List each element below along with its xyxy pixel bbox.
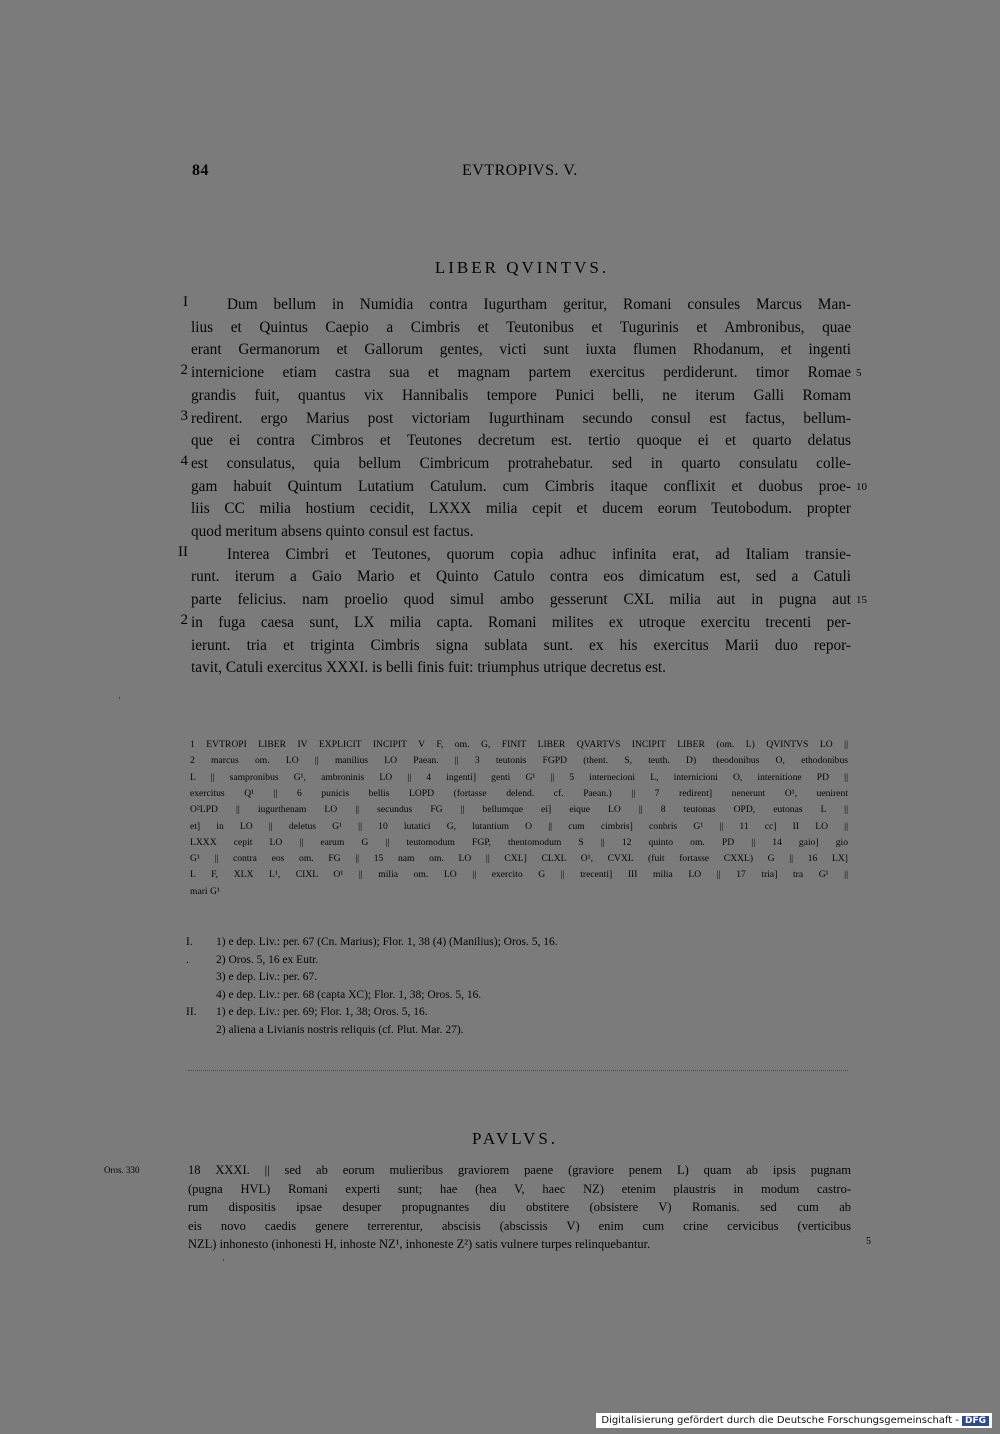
apparatus-line: L F, XLX L¹, CIXL O¹ || milia om. LO || exercito G || trecenti] III milia LO || 17 tria] tra G¹ || <box>190 869 848 881</box>
source-text: 3) e dep. Liv.: per. 67. <box>216 971 318 983</box>
line-number: 15 <box>856 594 867 607</box>
apparatus-line: mari G¹ <box>190 885 220 897</box>
text-line: tavit, Catuli exercitus XXXI. is belli finis fuit: triumphus utrique decretus est. <box>191 659 666 677</box>
dfg-logo: DFG <box>962 1416 989 1426</box>
paulus-line: 18 XXXI. || sed ab eorum mulieribus graviorem paene (graviore penem L) quam ab ipsis pugnam <box>188 1163 851 1177</box>
page-number: 84 <box>192 162 209 179</box>
apparatus-line: LXXX cepit LO || earum G || teutomodum FGP, thentomodum S || 12 quinto om. PD || 14 gaio] gio <box>190 836 848 848</box>
source-text: 2) Oros. 5, 16 ex Eutr. <box>216 953 319 966</box>
text-line: lius et Quintus Caepio a Cimbris et Teutonibus et Tugurinis et Ambronibus, quae <box>191 318 851 336</box>
line-number: 5 <box>866 1236 871 1247</box>
text-line: grandis fuit, quantus vix Hannibalis tempore Punici belli, ne iterum Galli Romam <box>191 386 851 404</box>
section-number: 4 <box>180 452 188 469</box>
line-number: 5 <box>856 367 862 380</box>
text-line: internicione etiam castra sua et magnam partem exercitus perdiderunt. timor Romae <box>191 364 851 382</box>
text-line: ierunt. tria et triginta Cimbris signa sublata sunt. ex his exercitus Marii duo repor- <box>191 636 851 654</box>
source-note <box>186 969 558 987</box>
text-line: in fuga caesa sunt, LX milia capta. Romani milites ex utroque exercitu trecenti per- <box>191 613 851 631</box>
source-note <box>186 1004 558 1022</box>
apparatus-line: 1 EVTROPI LIBER IV EXPLICIT INCIPIT V F, om. G, FINIT LIBER QVARTVS INCIPIT LIBER (om. L) QVINTVS LO || <box>190 739 848 750</box>
text-line: parte felicius. nam proelio quod simul ambo gesserunt CXL milia aut in pugna aut <box>191 591 851 609</box>
source-note <box>186 952 558 970</box>
footer-text: Digitalisierung gefördert durch die Deutsche Forschungsgemeinschaft - <box>601 1415 959 1426</box>
text-line: Dum bellum in Numidia contra Iugurtham geritur, Romani consules Marcus Man- <box>227 296 851 313</box>
source-text: 1) e dep. Liv.: per. 67 (Cn. Marius); Flor. 1, 38 (4) (Manilius); Oros. 5, 16. <box>216 936 558 948</box>
paulus-line: eis novo caedis genere terrerentur, abscisis (abscissis V) enim cum crine cervicibus (verticibus <box>188 1218 851 1233</box>
text-line: gam habuit Quintum Lutatium Catulum. cum Cimbris itaque conflixit et duobus proe- <box>191 477 851 495</box>
section-number: II <box>178 543 188 560</box>
paulus-line: rum dispositis ipsae desuper propugnantes diu obstitere (obsistere V) Romanis. sed cum ab <box>188 1200 851 1215</box>
apparatus-line: 2 marcus om. LO || manilius LO Paean. || 3 teutonis FGPD (thent. S, teuth. D) theodonibus O, ethodonibus <box>190 755 848 767</box>
book-title: LIBER QVINTVS. <box>434 258 610 277</box>
running-head: EVTROPIVS. V. <box>462 162 578 179</box>
source-note <box>186 934 558 952</box>
text-line: est consulatus, quia bellum Cimbricum protrahebatur. sed in quarto consulatu colle- <box>191 454 851 472</box>
text-line: runt. iterum a Gaio Mario et Quinto Catulo contra eos dimicatum est, sed a Catuli <box>191 568 851 586</box>
text-line: liis CC milia hostium cecidit, LXXX milia cepit et ducem eorum Teutobodum. propter <box>191 500 851 518</box>
source-note <box>186 1022 558 1040</box>
apparatus-line: O²LPD || iugurthenam LO || secundus FG || bellumque ei] eique LO || 8 teutonas OPD, eutonas L || <box>190 804 848 816</box>
paulus-title: PAVLVS. <box>471 1129 559 1148</box>
text-line: erant Germanorum et Gallorum gentes, victi sunt iuxta flumen Rhodanum, et ingenti <box>191 341 851 359</box>
bleed-through-line <box>188 1070 848 1071</box>
text-line: Interea Cimbri et Teutones, quorum copia adhuc infinita erat, ad Italiam transie- <box>227 545 851 563</box>
section-number: 3 <box>180 407 188 424</box>
apparatus-line: G¹ || contra eos om. FG || 15 nam om. LO || CXL] CLXL O¹, CVXL (fuit fortasse CXXL) G || 16 LX] <box>190 853 848 865</box>
line-number: 10 <box>856 480 867 493</box>
source-notes <box>186 934 558 1039</box>
apparatus-line: exercitus Q¹ || 6 punicis bellis LOPD (fortasse delend. cf. Paean.) || 7 redirent] nenerunt O¹, uenirent <box>190 787 848 799</box>
margin-speck: · <box>118 693 121 703</box>
footer-credit <box>596 1413 992 1428</box>
text-line: que ei contra Cimbros et Teutones decretum est. tertio quoque ei et quarto delatus <box>191 432 851 450</box>
text-line: redirent. ergo Marius post victoriam Iugurthinam secundo consul est factus, bellum- <box>191 409 851 427</box>
source-label: I. <box>186 936 193 948</box>
source-label: . <box>186 953 189 966</box>
section-number: 2 <box>180 611 188 628</box>
source-note <box>186 987 558 1005</box>
source-text: 4) e dep. Liv.: per. 68 (capta XC); Flor. 1, 38; Oros. 5, 16. <box>216 988 482 1001</box>
section-number: I <box>183 294 188 310</box>
paulus-line: NZL) inhonesto (inhonesti H, inhoste NZ¹, inhoneste Z²) satis vulnere turpes relinquebantur. <box>188 1237 651 1252</box>
apparatus-line: et] in LO || deletus G¹ || 10 lutatici G, lutantium O || cum cimbris] conbris G¹ || 11 cc] II LO || <box>190 820 848 832</box>
paulus-line: (pugna HVL) Romani experti sunt; hae (hea V, haec NZ) etenim plaustris in modum castro- <box>188 1181 851 1196</box>
text-line: quod meritum absens quinto consul est factus. <box>191 523 474 540</box>
source-text: 2) aliena a Livianis nostris reliquis (cf. Plut. Mar. 27). <box>216 1023 464 1036</box>
source-text: 1) e dep. Liv.: per. 69; Flor. 1, 38; Oros. 5, 16. <box>216 1006 428 1018</box>
paulus-margin-reference: Oros. 330 <box>104 1165 140 1175</box>
section-number: 2 <box>180 362 188 379</box>
margin-speck: · <box>222 1255 225 1265</box>
source-label: II. <box>186 1006 197 1018</box>
apparatus-line: L || sampronibus G¹, ambroninis LO || 4 ingenti] genti G¹ || 5 internecioni L, internicioni O, internitione PD || <box>190 771 848 783</box>
